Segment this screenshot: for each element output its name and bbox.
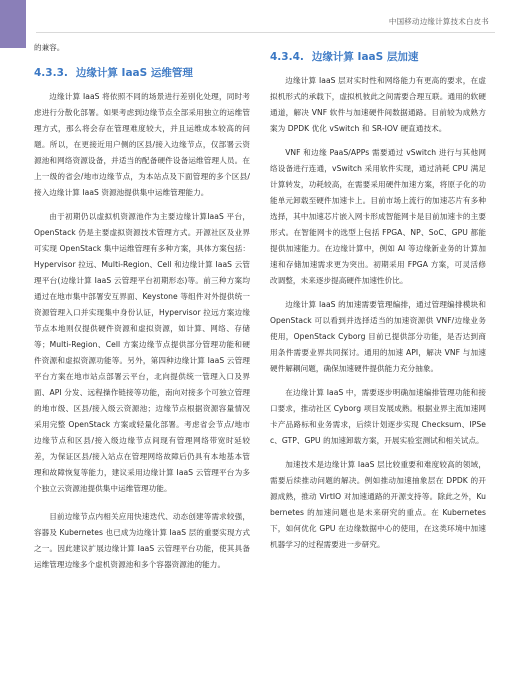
header-divider xyxy=(36,32,495,33)
decorative-corner-bar xyxy=(0,0,26,48)
right-column xyxy=(270,50,486,553)
section-title: 边缘计算 IaaS 运维管理 xyxy=(75,67,193,79)
paragraph: VNF 和边缘 PaaS/APPs 需要通过 vSwitch 进行与其他网络设备进行连通，vSwitch 采用软件实现，通过消耗 CPU 满足计算转发，功耗较高，在需要采用硬件加速方案，将原子化的功能单元卸载至硬件加速卡上。目前市场上流行的加速芯片有多种选择，其中加速芯片嵌入网卡形成智能网卡是目前加速卡的主要形式。在智能网卡的选型上包括 FPGA、NP、SoC、GPU 都能提供加速能力。在边缘计算中，例如 AI 等边缘新业务的计算加速和存储加速需求更为突出。初期采用 FPGA 方案，可灵活修改调整，未来逐步提高硬件加速性价比。 xyxy=(270,148,486,285)
page-header-title: 中国移动边缘计算技术白皮书 xyxy=(388,17,489,26)
section-title: 边缘计算 IaaS 层加速 xyxy=(311,51,419,63)
section-heading-4-3-3 xyxy=(34,66,250,80)
paragraph: 边缘计算 IaaS 的加速需要管理编排，通过管理编排模块和 OpenStack 可以看到并选择适当的加速资源供 VNF/边缘业务使用，OpenStack Cyborg 目前已提供部分功能，是否达到商用条件需要业界共同探讨。通用的加速 API，解决 VNF 与加速硬件解耦问题，确保加速硬件提供能力充分抽象。 xyxy=(270,300,486,373)
paragraph: 在边缘计算 IaaS 中，需要逐步明确加速编排管理功能和接口要求，推动社区 Cyborg 项目发展成熟。根据业界主流加速网卡产品路标和业务需求，后续计划逐步实现 Checksum、IPSec、GTP、GPU 的加速卸载方案，开展实验室测试和相关试点。 xyxy=(270,388,486,445)
section-heading-4-3-4 xyxy=(270,50,486,64)
left-column xyxy=(34,40,250,573)
section-number: 4.3.3. xyxy=(34,67,68,79)
paragraph: 目前边缘节点内相关应用快速迭代、动态创建等需求较强，容器及 Kubernetes 也已成为边缘计算 IaaS 层的重要实现方式之一。因此建议扩展边缘计算 IaaS 云管理平台功能，使其具备运维管理边缘多个虚机资源池和多个容器资源池的能力。 xyxy=(34,512,250,569)
paragraph: 加速技术是边缘计算 IaaS 层比较重要和难度较高的领域，需要后续推动问题的解决。例如推动加速抽象层在 DPDK 的开源成熟，推动 VirtIO 对加速通路的开源支持等。除此之外，Kubernetes 的加速问题也是未来研究的重点。在 Kubernetes 下，如何优化 GPU 在边缘数据中心的使用，在这类环境中加速机器学习的过程需要进一步研究。 xyxy=(270,460,486,549)
paragraph: 边缘计算 IaaS 层对实时性和网络能力有更高的要求，在虚拟机形式的承载下，虚拟机彼此之间需要合理互联。通用的软硬通道，解决 VNF 软件与加速硬件间数据通路。目前较为成熟方案为 DPDK 优化 vSwitch 和 SR-IOV 硬直通技术。 xyxy=(270,76,486,133)
paragraph: 边缘计算 IaaS 将依照不同的场景进行差别化处理，同时考虑进行分散化部署。如果考虑到边缘节点全部采用独立的运维管理方式，那么将会存在管理难度较大，并且运维成本较高的问题。所以，在更接近用户侧的区县/接入边缘节点，仅部署云资源池和网络资源设备，并适当的配备硬件设备运维管理人员。在上一级的省会/地市边缘节点，为本站点及下面管理的多个区县/接入边缘计算 IaaS 资源池提供集中运维管理能力。 xyxy=(34,92,250,197)
continuation-text: 的兼容。 xyxy=(34,43,65,52)
section-number: 4.3.4. xyxy=(270,51,304,63)
paragraph: 由于初期仍以虚拟机资源池作为主要边缘计算IaaS 平台，OpenStack 仍是主要虚拟资源技术管理方式。开源社区及业界可实现 OpenStack 集中运维管理有多种方案，具体方案包括：Hypervisor 拉远、Multi-Region、Cell 和边缘计算 IaaS 云管理平台(边缘计算 IaaS 云管理平台初期形态)等。前三种方案均通过在地市集中部署安互界面、Keystone 等组件对外提供统一资源管理入口并实现集中身份认证，Hypervisor 拉远方案边缘节点本地则仅提供硬件资源和虚拟资源，如计算、网络、存储等；Multi-Region、Cell 方案边缘节点提供部分管理功能和硬件资源和虚拟资源功能等。另外，第四种边缘计算 IaaS 云管理平台方案在地市站点部署云平台，北向提供统一管理入口及界面、API 分发、远程操作链接等功能，南向对接多个可独立管理的地市级、区县/接入级云资源池；边缘节点根据资源容量情况采用完整 OpenStack 方案或轻量化部署。考虑省会节点/地市边缘节点和区县/接入级边缘节点间现有管理网络带宽时延较差，为保证区县/接入站点在管理网络故障后仍具有本地基本管理和故障恢复等能力，建议采用边缘计算 IaaS 云管理平台为多个独立云资源池提供集中运维管理功能。 xyxy=(34,212,250,493)
